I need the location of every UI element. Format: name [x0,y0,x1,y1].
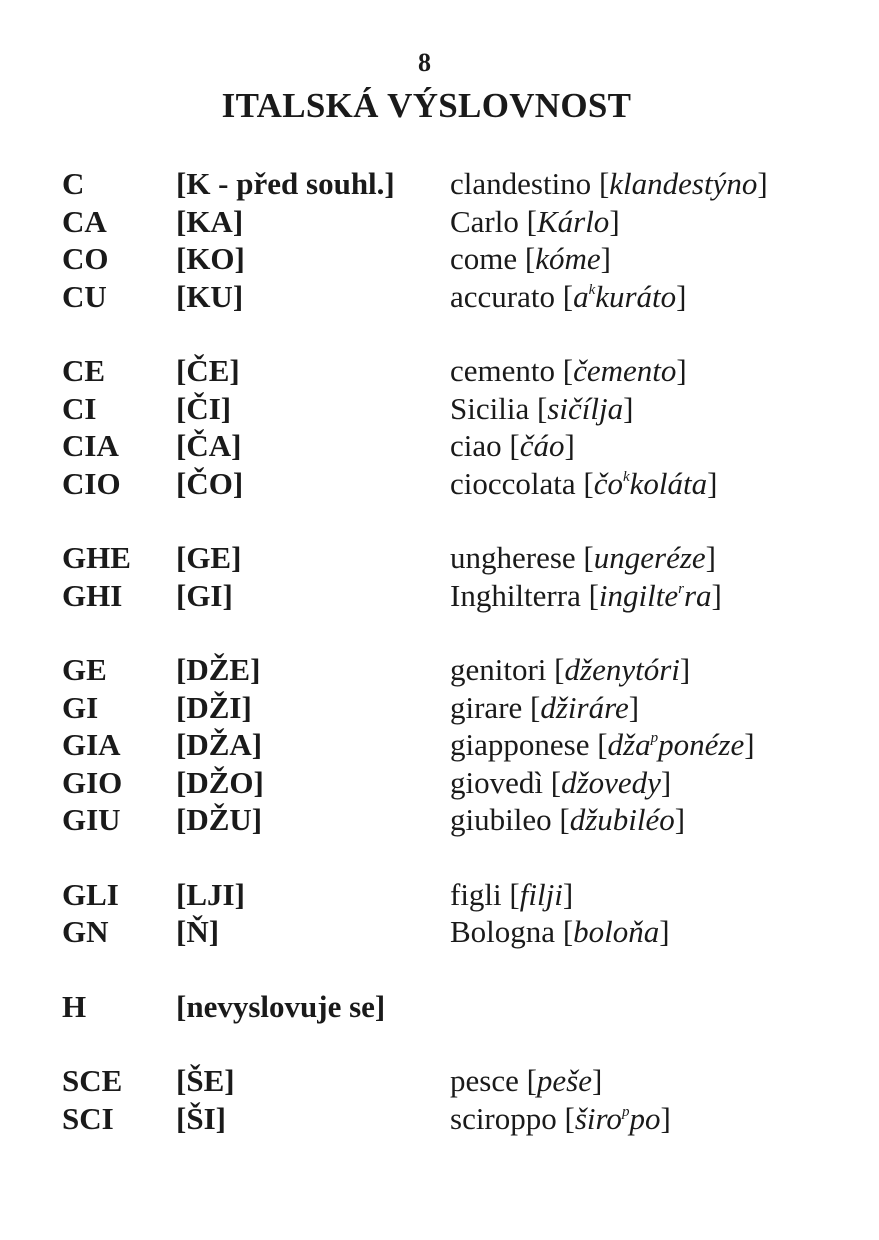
letter-combination: GI [62,689,99,725]
pronunciation-row [62,240,879,278]
example: girare [džiráre] [450,689,640,725]
pronunciation-part: čo [593,465,623,501]
pronunciation-rule: [ŠE] [176,1063,235,1098]
example: Inghilterra [ingilte$^r$ra] [450,577,722,613]
pronunciation-row [62,651,879,689]
letter-combination: GHI [62,577,123,613]
pronunciation-row [62,465,879,503]
example-pronunciation [575,1101,661,1136]
example: figli [filji] [450,876,574,912]
example-pronunciation [573,353,676,388]
pronunciation-group [62,1062,879,1137]
letter-combination: GIO [62,764,123,800]
pronunciation-row [62,988,879,1026]
example: accurato $[a^kkuráto]$ [450,278,687,314]
letter-combination: SCI [62,1100,114,1136]
example-word: giovedì [450,764,543,800]
pronunciation-part: čáo [519,428,565,463]
pronunciation-superscript: k [622,468,630,485]
example-pronunciation [599,578,712,613]
pronunciation-row [62,539,879,577]
example: Bologna [boloňa] [450,914,670,949]
letter-combination: CU [62,278,107,314]
example-word: giubileo [450,802,552,837]
letter-combination: SCE [62,1063,123,1098]
letter-combination: GIA [62,727,121,762]
pronunciation-rule: [DŽO] [176,764,264,800]
example-word: Carlo [450,203,519,239]
pronunciation-rule: [LJI] [176,876,245,912]
pronunciation-part: klandestýno [609,166,758,201]
pronunciation-row [62,764,879,802]
example-word: Sicilia [450,390,530,426]
pronunciation-part: a [573,278,589,314]
pronunciation-part: po [629,1100,661,1136]
example-word: come [450,241,518,276]
pronunciation-part: Kárlo [536,203,610,239]
page-title: ITALSKÁ VÝSLOVNOST [221,86,632,125]
example-word: pesce [450,1063,519,1098]
example-pronunciation [547,391,623,426]
pronunciation-group [62,988,879,1026]
example-word: girare [450,689,523,725]
example-pronunciation [573,914,659,949]
example: giovedì [džovedy] [450,764,672,800]
pronunciation-row [62,278,879,316]
pronunciation-rule: [Ň] [176,914,220,949]
pronunciation-row [62,203,879,241]
pronunciation-group [62,165,879,315]
pronunciation-row [62,577,879,615]
pronunciation-row [62,726,879,764]
pronunciation-rule: [KO] [176,241,245,276]
page-number: 8 [418,48,431,77]
pronunciation-group [62,539,879,614]
pronunciation-group [62,352,879,502]
letter-combination: GE [62,652,107,687]
pronunciation-part: džubiléo [569,802,675,837]
example: cioccolata $[čo^kkoláta]$ [450,465,718,501]
example: cemento [čemento] [450,353,687,388]
example: come [kóme] [450,241,611,276]
pronunciation-row [62,1062,879,1100]
example-word: genitori [450,652,547,687]
example-pronunciation [594,466,707,501]
pronunciation-rule: [DŽE] [176,652,261,687]
pronunciation-group [62,651,879,839]
example-pronunciation [540,690,628,725]
pronunciation-row [62,427,879,465]
pronunciation-row [62,165,879,203]
pronunciation-part: ungeréze [593,540,706,575]
pronunciation-row [62,689,879,727]
pronunciation-rule: [ČI] [176,390,232,426]
pronunciation-row [62,1100,879,1138]
pronunciation-group [62,876,879,951]
pronunciation-part: čemento [573,353,677,388]
letter-combination: CIA [62,428,119,463]
example: giubileo [džubiléo] [450,802,686,837]
pronunciation-superscript: k [588,281,596,298]
example: ungherese [ungeréze] [450,540,716,575]
pronunciation-rule: [GI] [176,577,233,613]
letter-combination: CI [62,390,97,426]
pronunciation-part: ponéze [658,727,745,762]
pronunciation-rule: [DŽU] [176,802,263,837]
example-word: giapponese [450,727,590,762]
example: sciroppo [širo$^p$po] [450,1100,671,1136]
pronunciation-rule: [DŽI] [176,689,252,725]
example-pronunciation [570,802,675,837]
letter-combination: CIO [62,465,121,501]
pronunciation-rule: [DŽA] [176,727,263,762]
example-word: cemento [450,353,556,388]
example-word: ungherese [450,540,576,575]
example-word: sciroppo [450,1100,557,1136]
example-word: Bologna [450,914,556,949]
pronunciation-part: džovedy [561,764,661,800]
letter-combination: C [62,166,85,201]
pronunciation-superscript: r [678,580,684,597]
pronunciation-part: boloňa [573,914,660,949]
pronunciation-part: ra [683,577,712,613]
pronunciation-rule: [ČE] [176,353,240,388]
pronunciation-rule: [K - před souhl.] [176,166,395,201]
pronunciation-part: ingilte [598,577,679,613]
pronunciation-part: dženytóri [564,652,680,687]
letter-combination: CE [62,353,106,388]
pronunciation-part: koláta [629,465,708,501]
pronunciation-part: peše [536,1063,593,1098]
example: pesce [peše] [450,1063,603,1098]
pronunciation-row [62,876,879,914]
example-word: figli [450,876,502,912]
pronunciation-part: dža [607,727,651,762]
letter-combination: GN [62,914,109,949]
example-word: ciao [450,428,502,463]
pronunciation-part: sičílja [547,390,624,426]
letter-combination: H [62,988,87,1024]
example-pronunciation [537,204,609,239]
pronunciation-part: džiráre [540,689,629,725]
example-word: accurato [450,278,555,314]
example: Sicilia [sičílja] [450,390,634,426]
letter-combination: CO [62,241,109,276]
pronunciation-rule: [ŠI] [176,1100,226,1136]
example-pronunciation [609,166,757,201]
example-pronunciation [608,727,745,762]
pronunciation-part: kuráto [595,278,677,314]
pronunciation-table [62,165,879,1174]
example-pronunciation [520,428,565,463]
example-pronunciation [565,652,680,687]
pronunciation-row [62,352,879,390]
pronunciation-rule: [nevyslovuje se] [176,988,386,1024]
letter-combination: GHE [62,540,131,575]
pronunciation-superscript: p [621,1103,630,1120]
example-pronunciation [520,877,563,912]
letter-combination: GIU [62,802,121,837]
pronunciation-rule: [GE] [176,540,242,575]
example: ciao [čáo] [450,428,575,463]
pronunciation-part: kóme [535,241,601,276]
letter-combination: GLI [62,876,119,912]
example-word: cioccolata [450,465,576,501]
letter-combination: CA [62,203,107,239]
pronunciation-rule: [ČA] [176,428,242,463]
example-pronunciation [594,540,706,575]
example-word: Inghilterra [450,577,581,613]
pronunciation-rule: [ČO] [176,465,244,501]
example-pronunciation [561,765,661,800]
pronunciation-part: širo [574,1100,622,1136]
pronunciation-row [62,913,879,951]
example: clandestino [klandestýno] [450,166,768,201]
example-pronunciation [573,279,676,314]
example-word: clandestino [450,166,592,201]
example: Carlo [Kárlo] [450,203,620,239]
example: genitori [dženytóri] [450,652,691,687]
pronunciation-superscript: p [650,730,659,746]
pronunciation-row [62,390,879,428]
example: giapponese [dža$^p$ponéze] [450,727,755,762]
pronunciation-row [62,801,879,839]
example-pronunciation [535,241,600,276]
pronunciation-rule: [KU] [176,278,244,314]
example-pronunciation [537,1063,592,1098]
pronunciation-part: filji [519,876,563,912]
pronunciation-rule: [KA] [176,203,244,239]
